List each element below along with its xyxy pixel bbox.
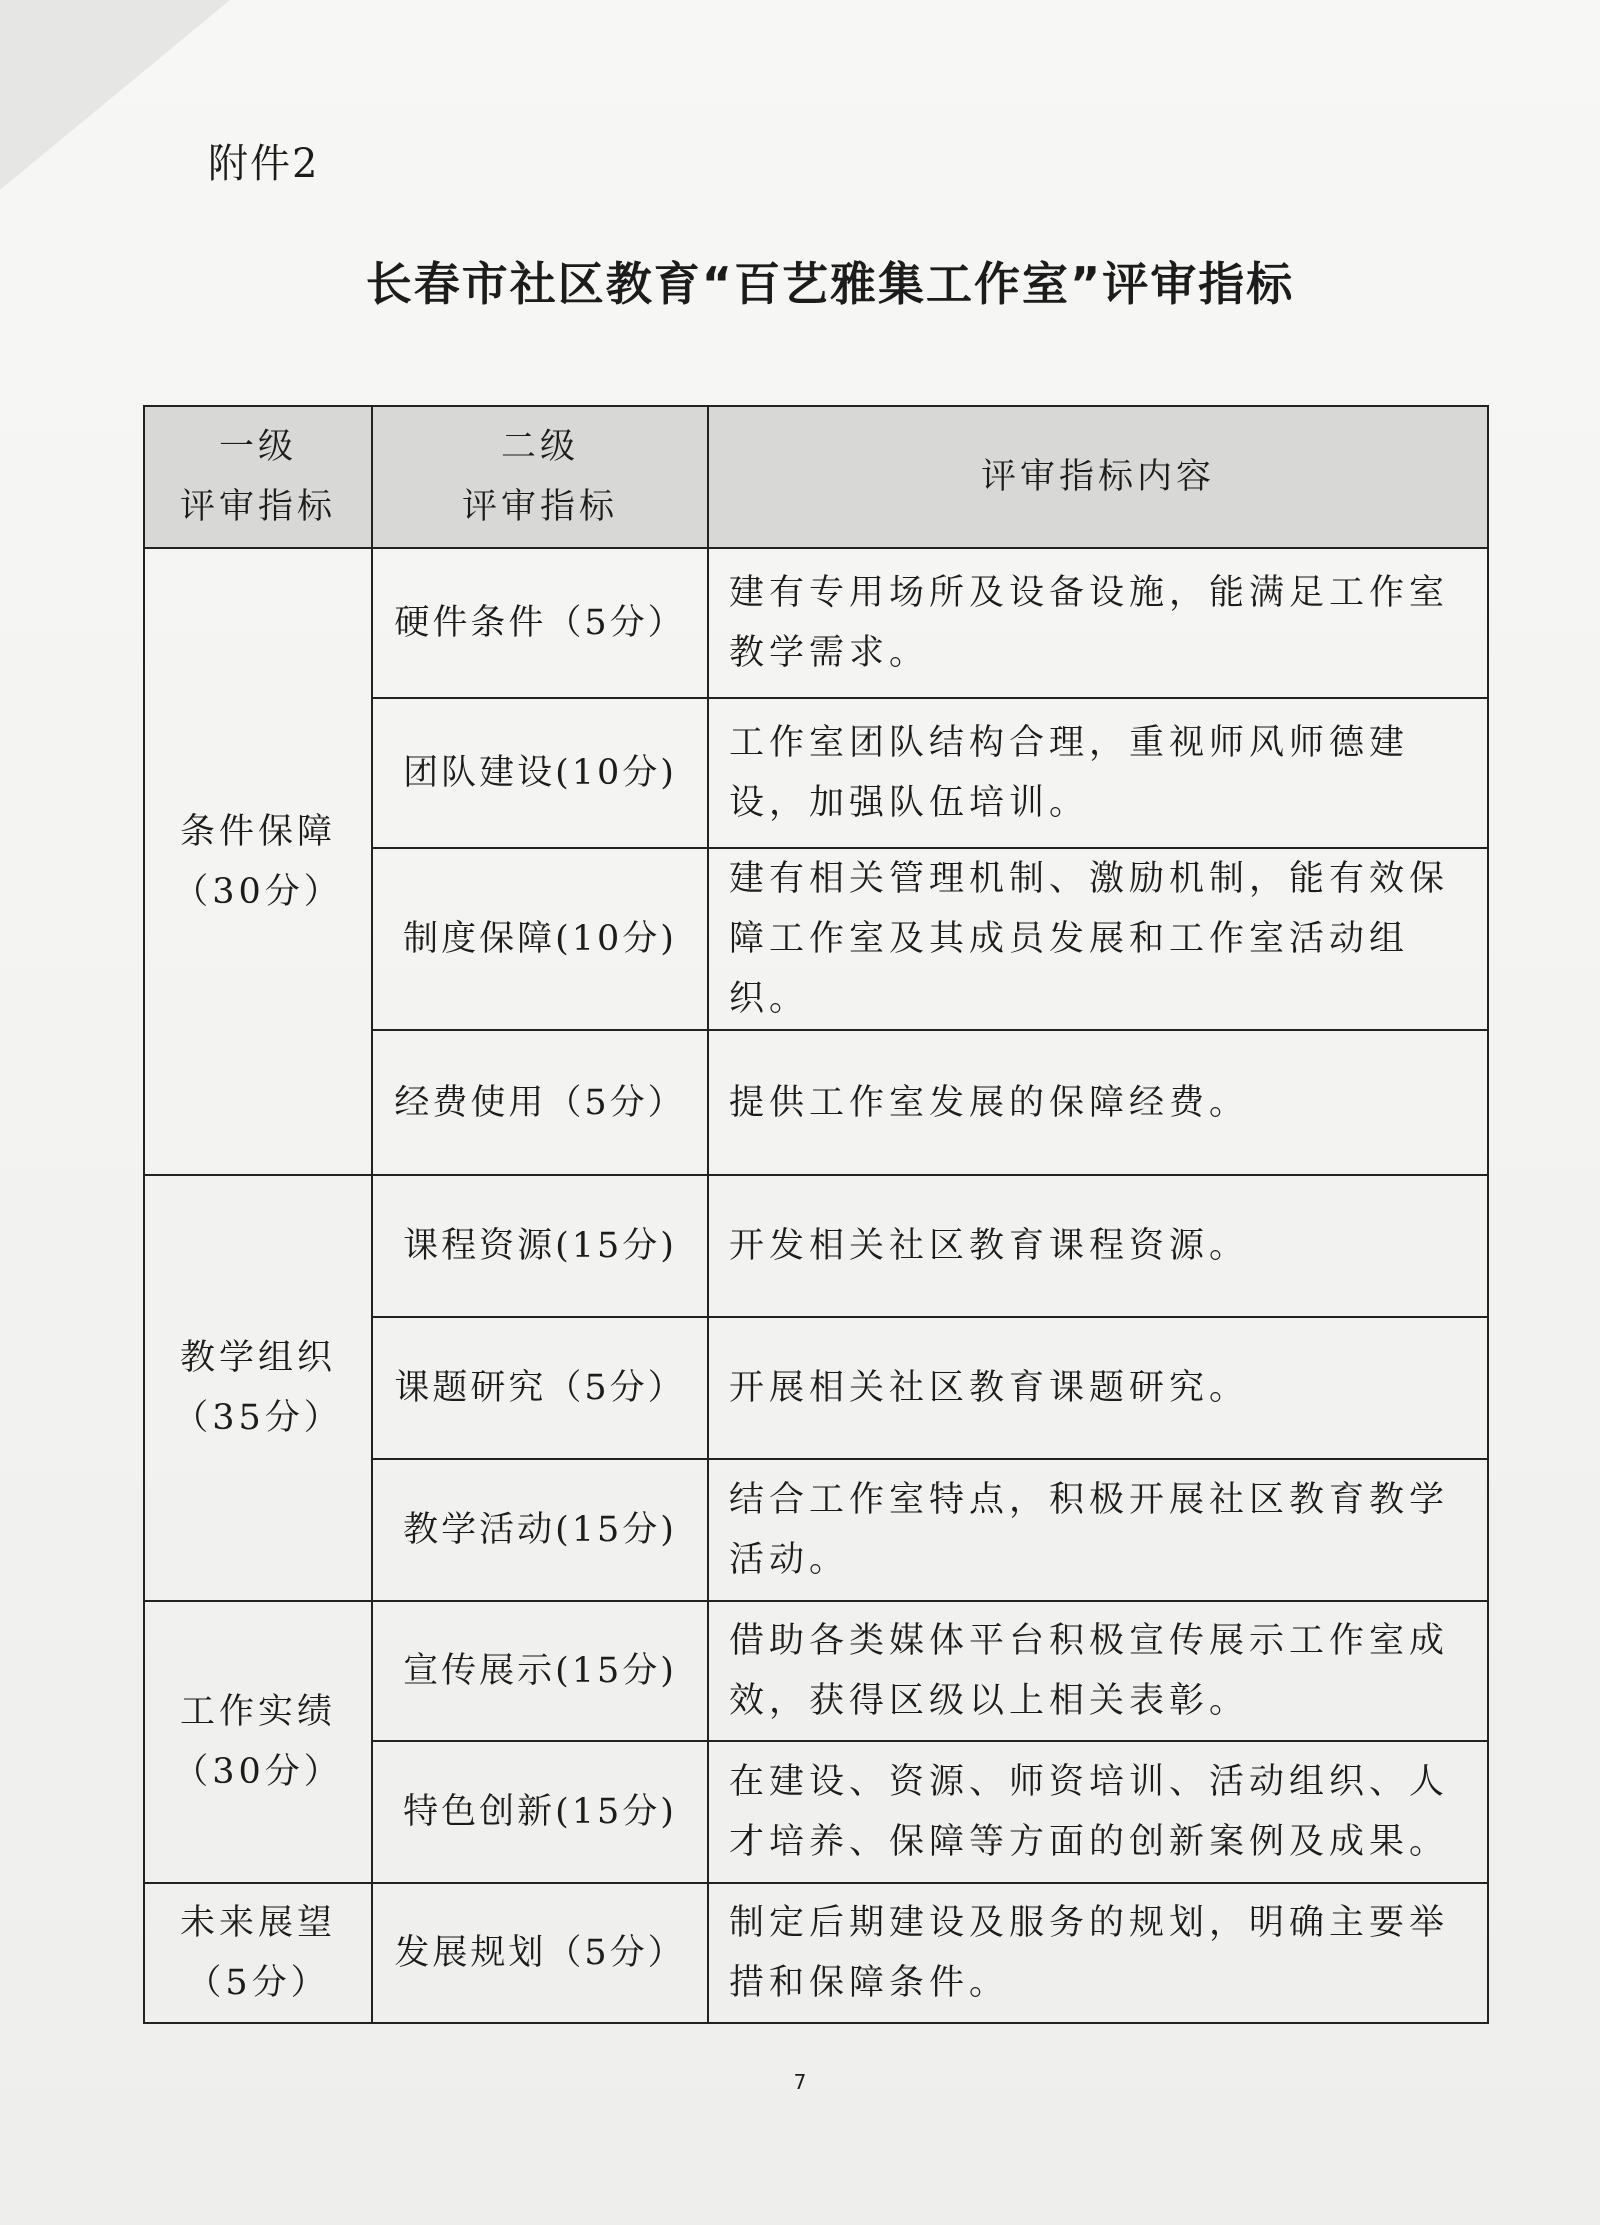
level1-cell [144, 1175, 372, 1601]
document-title: 长春市社区教育“百艺雅集工作室”评审指标 [365, 257, 1295, 311]
level2-cell: 课题研究（5分） [372, 1317, 708, 1459]
page-number: 7 [793, 2070, 807, 2094]
level2-cell: 团队建设(10分) [372, 698, 708, 848]
header-content: 评审指标内容 [708, 406, 1488, 548]
table-row [144, 548, 1488, 698]
level1-score: （35分） [173, 1398, 343, 1438]
level1-score: （30分） [173, 1752, 343, 1792]
level1-name: 教学组织 [179, 1338, 336, 1378]
content-cell: 在建设、资源、师资培训、活动组织、人才培养、保障等方面的创新案例及成果。 [708, 1741, 1488, 1883]
level2-cell: 制度保障(10分) [372, 848, 708, 1030]
header-level1-line2: 评审指标 [179, 487, 336, 527]
level1-name: 未来展望 [179, 1903, 336, 1943]
level1-cell [144, 548, 372, 1175]
content-cell: 开发相关社区教育课程资源。 [708, 1175, 1488, 1317]
content-cell: 工作室团队结构合理，重视师风师德建设，加强队伍培训。 [708, 698, 1488, 848]
level1-name: 条件保障 [179, 811, 336, 852]
header-level1-line1: 一级 [218, 427, 297, 467]
level2-cell: 发展规划（5分） [372, 1883, 708, 2023]
table-row [144, 1601, 1488, 1741]
header-level2-line1: 二级 [500, 427, 579, 467]
page-corner-fold [0, 0, 230, 190]
level1-score: （30分） [173, 871, 343, 912]
content-cell: 借助各类媒体平台积极宣传展示工作室成效，获得区级以上相关表彰。 [708, 1601, 1488, 1741]
content-cell: 结合工作室特点，积极开展社区教育教学活动。 [708, 1459, 1488, 1601]
content-cell: 制定后期建设及服务的规划，明确主要举措和保障条件。 [708, 1883, 1488, 2023]
level2-cell: 宣传展示(15分) [372, 1601, 708, 1741]
level1-cell [144, 1601, 372, 1883]
level2-cell: 硬件条件（5分） [372, 548, 708, 698]
table-row [144, 1883, 1488, 2023]
content-cell: 建有专用场所及设备设施，能满足工作室教学需求。 [708, 548, 1488, 698]
content-cell: 开展相关社区教育课题研究。 [708, 1317, 1488, 1459]
table-header-row [144, 406, 1488, 548]
level2-cell: 教学活动(15分) [372, 1459, 708, 1601]
attachment-label: 附件2 [208, 141, 320, 187]
header-level2 [372, 406, 708, 548]
level1-score: （5分） [186, 1963, 330, 2003]
criteria-table [143, 405, 1489, 2024]
level2-cell: 特色创新(15分) [372, 1741, 708, 1883]
level1-cell [144, 1883, 372, 2023]
table-row [144, 1175, 1488, 1317]
content-cell: 提供工作室发展的保障经费。 [708, 1030, 1488, 1175]
content-cell: 建有相关管理机制、激励机制，能有效保障工作室及其成员发展和工作室活动组织。 [708, 848, 1488, 1030]
level1-name: 工作实绩 [179, 1692, 336, 1732]
header-level2-line2: 评审指标 [461, 487, 618, 527]
level2-cell: 课程资源(15分) [372, 1175, 708, 1317]
header-level1 [144, 406, 372, 548]
level2-cell: 经费使用（5分） [372, 1030, 708, 1175]
